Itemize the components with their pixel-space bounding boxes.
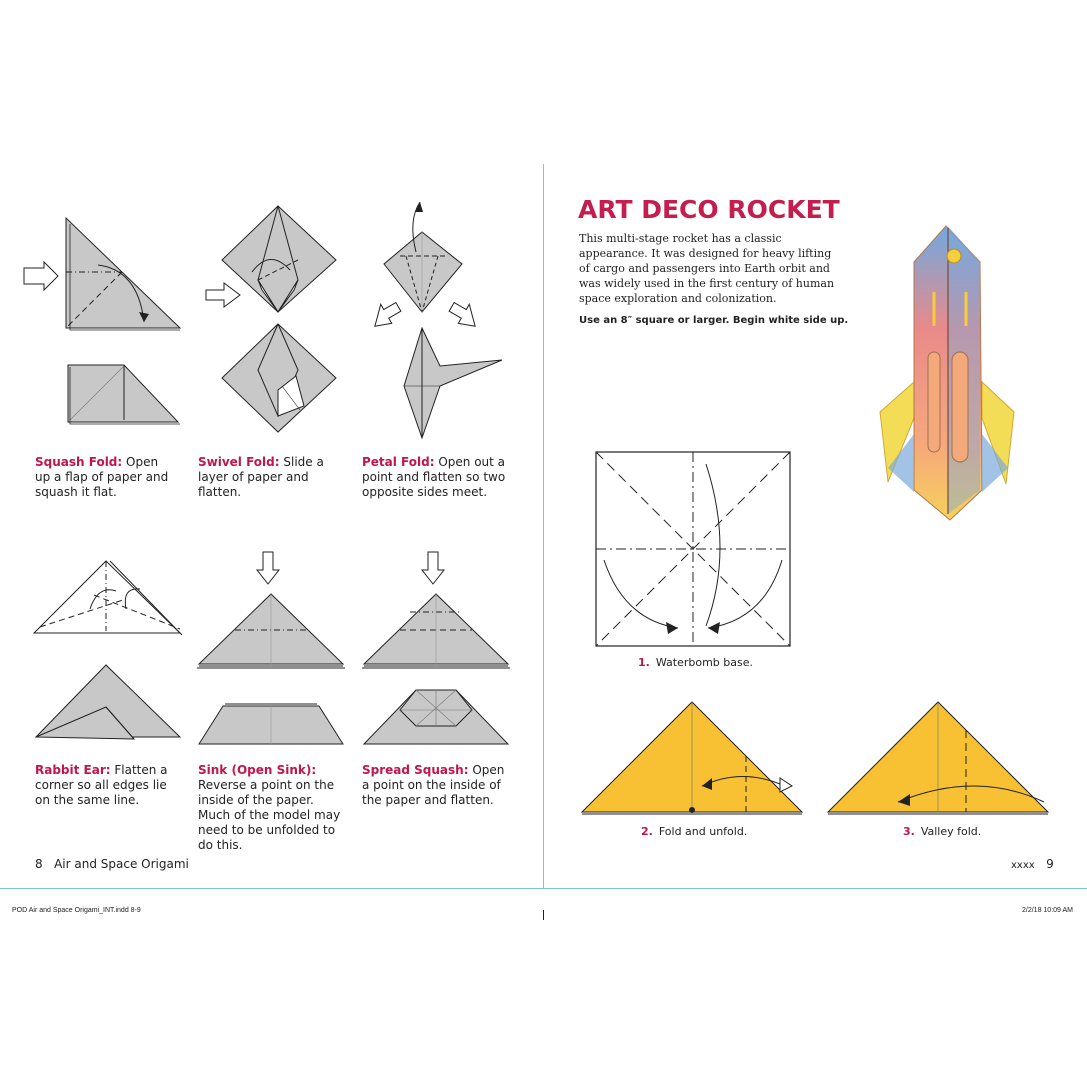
petal-fold-term: Petal Fold: bbox=[362, 455, 435, 469]
squash-fold-caption bbox=[35, 455, 175, 500]
rocket-photo bbox=[852, 222, 1052, 522]
petal-fold-caption bbox=[362, 455, 507, 500]
swivel-fold-caption bbox=[198, 455, 340, 500]
sink-fold-caption bbox=[198, 763, 348, 853]
intro-paragraph: This multi-stage rocket has a classic appearance. It was designed for heavy lifting of cargo and passengers into Earth orbit and was widely used in the first century of human space exploration and colonization. bbox=[579, 232, 835, 305]
rabbit-ear-description: Flatten a corner so all edges lie on the same line. bbox=[35, 763, 168, 807]
step-1-caption bbox=[638, 656, 753, 669]
left-running-head: Air and Space Origami bbox=[54, 857, 189, 871]
left-folio bbox=[35, 857, 189, 871]
step-3-caption bbox=[903, 825, 981, 838]
step-2-number: 2. bbox=[641, 825, 653, 838]
right-folio-marker: xxxx bbox=[1011, 860, 1035, 871]
swivel-fold-diagram bbox=[200, 200, 380, 420]
spread-squash-term: Spread Squash: bbox=[362, 763, 469, 777]
rabbit-ear-term: Rabbit Ear: bbox=[35, 763, 111, 777]
step-2-caption bbox=[641, 825, 747, 838]
squash-fold-diagram bbox=[18, 210, 198, 430]
spread-squash-diagram bbox=[360, 550, 540, 750]
squash-fold-description: Open up a flap of paper and squash it flat. bbox=[35, 455, 169, 499]
left-page-number: 8 bbox=[35, 857, 43, 871]
step-1-text: Waterbomb base. bbox=[655, 656, 753, 669]
right-folio bbox=[1011, 857, 1054, 871]
valley-fold-diagram bbox=[826, 698, 1056, 818]
page-bottom-guide bbox=[0, 888, 1087, 889]
step-3-text: Valley fold. bbox=[920, 825, 982, 838]
rabbit-ear-caption bbox=[35, 763, 177, 808]
waterbomb-base-diagram bbox=[594, 450, 794, 650]
squash-fold-term: Squash Fold: bbox=[35, 455, 123, 469]
step-2-text: Fold and unfold. bbox=[658, 825, 748, 838]
page-gutter-guide bbox=[543, 164, 544, 888]
paper-size-note: Use an 8″ square or larger. Begin white side up. bbox=[579, 315, 849, 326]
sink-fold-description: Reverse a point on the inside of the paper. Much of the model may need to be unfolded to do this. bbox=[198, 778, 341, 852]
rabbit-ear-diagram bbox=[30, 555, 210, 755]
step-1-number: 1. bbox=[638, 656, 650, 669]
petal-fold-description: Open out a point and flatten so two opposite sides meet. bbox=[362, 455, 506, 499]
slug-center-mark bbox=[543, 910, 544, 920]
spread-squash-description: Open a point on the inside of the paper and flatten. bbox=[362, 763, 505, 807]
sink-fold-term: Sink (Open Sink): bbox=[198, 763, 317, 777]
swivel-fold-description: Slide a layer of paper and flatten. bbox=[198, 455, 324, 499]
petal-fold-diagram bbox=[360, 200, 540, 440]
sink-fold-diagram bbox=[195, 550, 375, 750]
slug-date: 2/2/18 10:09 AM bbox=[1022, 907, 1073, 914]
step-3-number: 3. bbox=[903, 825, 915, 838]
fold-and-unfold-diagram bbox=[580, 698, 810, 818]
page-title: ART DECO ROCKET bbox=[578, 195, 840, 224]
right-page-number: 9 bbox=[1046, 857, 1054, 871]
swivel-fold-term: Swivel Fold: bbox=[198, 455, 280, 469]
spread-squash-caption bbox=[362, 763, 507, 808]
slug-file-info: POD Air and Space Origami_INT.indd 8-9 bbox=[12, 907, 141, 914]
